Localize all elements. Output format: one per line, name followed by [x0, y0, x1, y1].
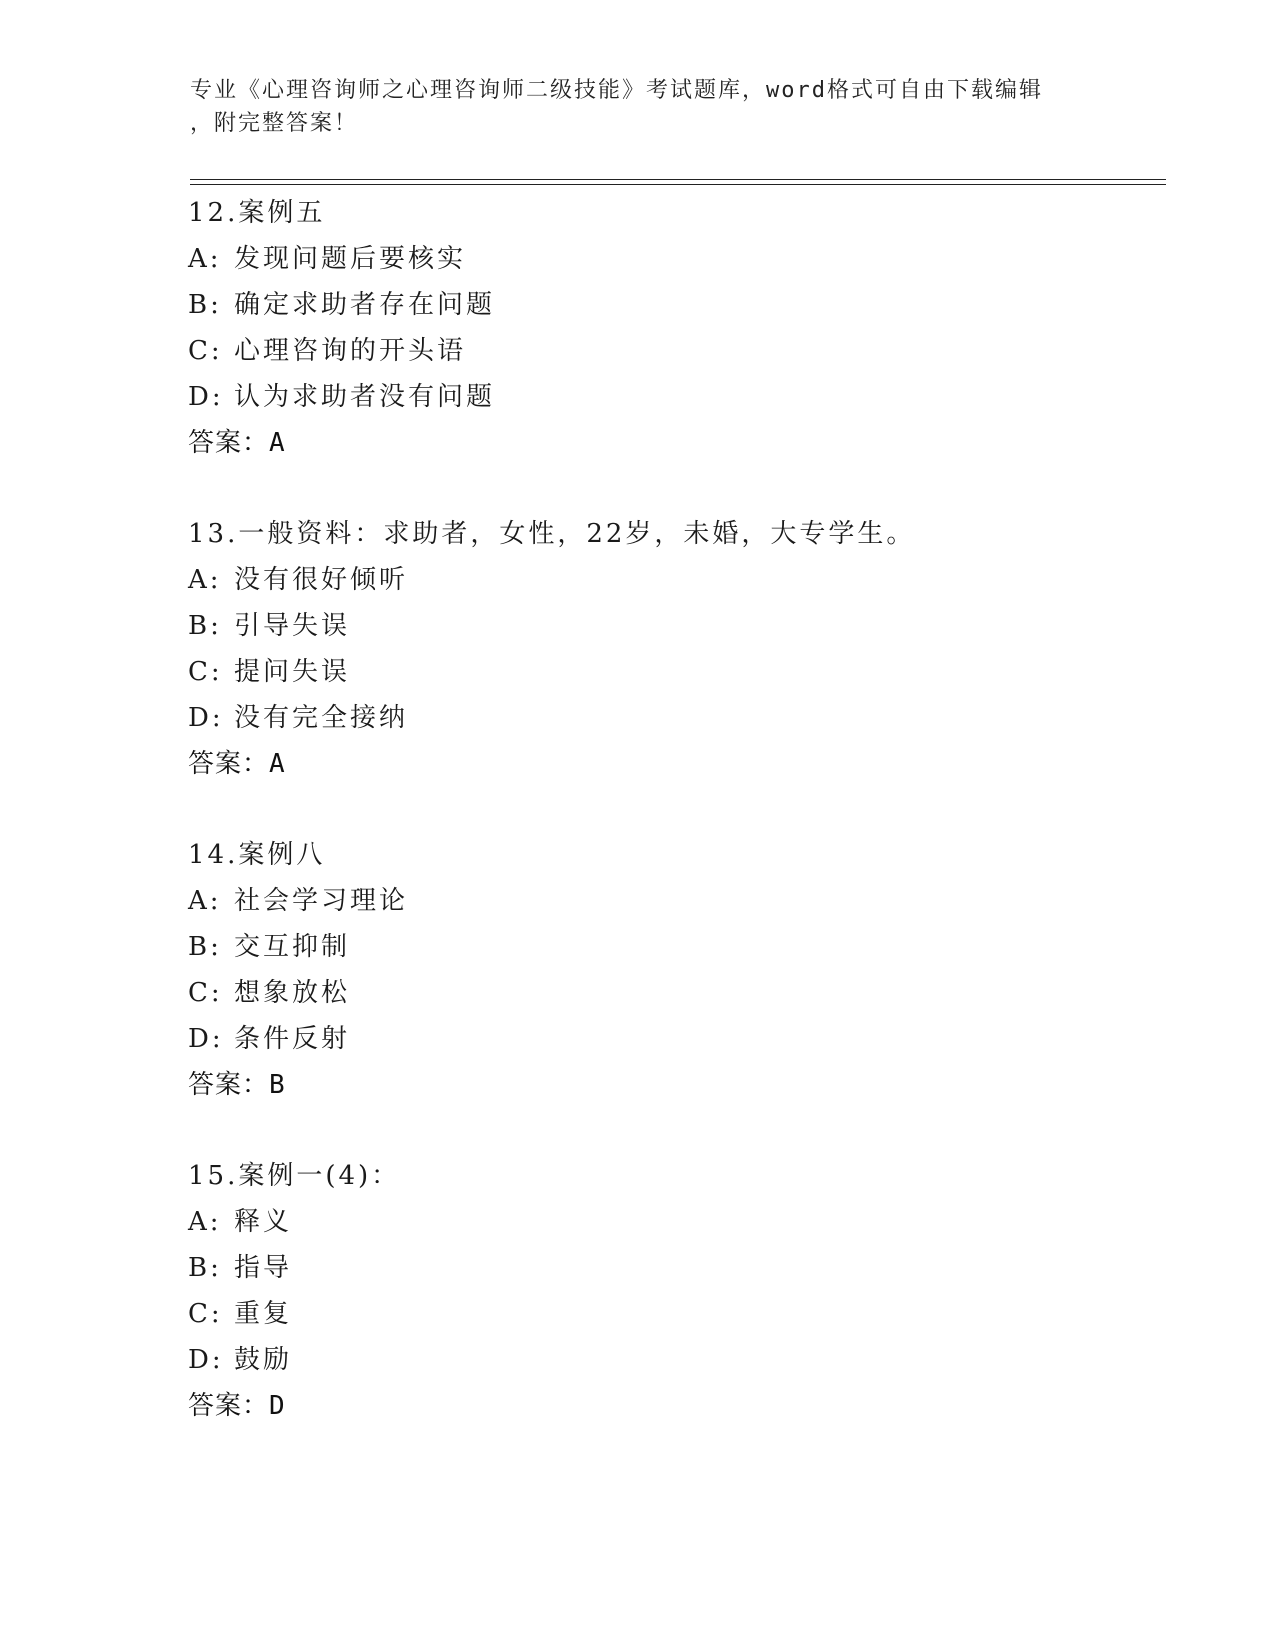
option-text: 重复: [234, 1299, 293, 1329]
option-a: [188, 236, 1148, 282]
option-a: [188, 557, 1148, 603]
answer-value: D: [269, 1391, 286, 1421]
option-c: [188, 649, 1148, 695]
option-c: [188, 328, 1148, 374]
option-a: [188, 1199, 1148, 1245]
answer-line: [188, 420, 1148, 466]
option-text: 没有很好倾听: [234, 565, 409, 595]
option-text: 想象放松: [234, 978, 351, 1008]
option-letter: D:: [188, 1024, 224, 1054]
answer-label: 答案：: [188, 749, 270, 779]
option-text: 确定求助者存在问题: [234, 290, 496, 320]
question-title: 14.案例八: [188, 840, 326, 870]
option-text: 释义: [234, 1207, 293, 1237]
answer-line: [188, 1383, 1148, 1429]
answer-line: [188, 741, 1148, 787]
option-b: [188, 603, 1148, 649]
answer-line: [188, 1062, 1148, 1108]
answer-label: 答案：: [188, 1391, 270, 1421]
option-letter: D:: [188, 1345, 224, 1375]
question-13: [188, 511, 1148, 787]
option-text: 社会学习理论: [234, 886, 409, 916]
option-text: 鼓励: [234, 1345, 293, 1375]
option-letter: C:: [188, 336, 223, 366]
option-letter: A:: [188, 886, 222, 916]
option-b: [188, 282, 1148, 328]
option-letter: A:: [188, 565, 222, 595]
question-title: 13.一般资料：求助者，女性，22岁，未婚，大专学生。: [188, 519, 916, 549]
question-list: [188, 190, 1148, 1474]
option-letter: A:: [188, 244, 222, 274]
answer-value: B: [269, 1070, 286, 1100]
option-letter: C:: [188, 978, 223, 1008]
option-d: [188, 374, 1148, 420]
option-letter: A:: [188, 1207, 222, 1237]
option-b: [188, 924, 1148, 970]
option-c: [188, 970, 1148, 1016]
answer-label: 答案：: [188, 428, 270, 458]
option-text: 条件反射: [234, 1024, 351, 1054]
option-d: [188, 1016, 1148, 1062]
question-15: [188, 1153, 1148, 1429]
answer-value: A: [269, 428, 286, 458]
option-text: 指导: [234, 1253, 293, 1283]
question-14: [188, 832, 1148, 1108]
option-text: 引导失误: [234, 611, 351, 641]
header-line-2: ，附完整答案！: [190, 111, 359, 136]
option-d: [188, 1337, 1148, 1383]
option-letter: B:: [188, 290, 222, 320]
option-text: 认为求助者没有问题: [234, 382, 496, 412]
option-letter: B:: [188, 1253, 222, 1283]
option-d: [188, 695, 1148, 741]
option-text: 没有完全接纳: [234, 703, 409, 733]
header-divider-top: [190, 179, 1166, 180]
option-text: 提问失误: [234, 657, 351, 687]
option-a: [188, 878, 1148, 924]
option-text: 交互抑制: [234, 932, 351, 962]
option-text: 心理咨询的开头语: [234, 336, 467, 366]
option-letter: D:: [188, 382, 224, 412]
header-line-1: 专业《心理咨询师之心理咨询师二级技能》考试题库，word格式可自由下载编辑: [190, 78, 1043, 103]
option-letter: B:: [188, 932, 222, 962]
option-text: 发现问题后要核实: [234, 244, 467, 274]
question-12: [188, 190, 1148, 466]
question-title: 15.案例一(4)：: [188, 1161, 401, 1191]
option-c: [188, 1291, 1148, 1337]
document-header: [190, 74, 1090, 140]
option-letter: C:: [188, 657, 223, 687]
option-letter: D:: [188, 703, 224, 733]
answer-value: A: [269, 749, 286, 779]
option-letter: B:: [188, 611, 222, 641]
header-divider-bottom: [190, 184, 1166, 185]
option-b: [188, 1245, 1148, 1291]
answer-label: 答案：: [188, 1070, 270, 1100]
option-letter: C:: [188, 1299, 223, 1329]
question-title: 12.案例五: [188, 198, 326, 228]
